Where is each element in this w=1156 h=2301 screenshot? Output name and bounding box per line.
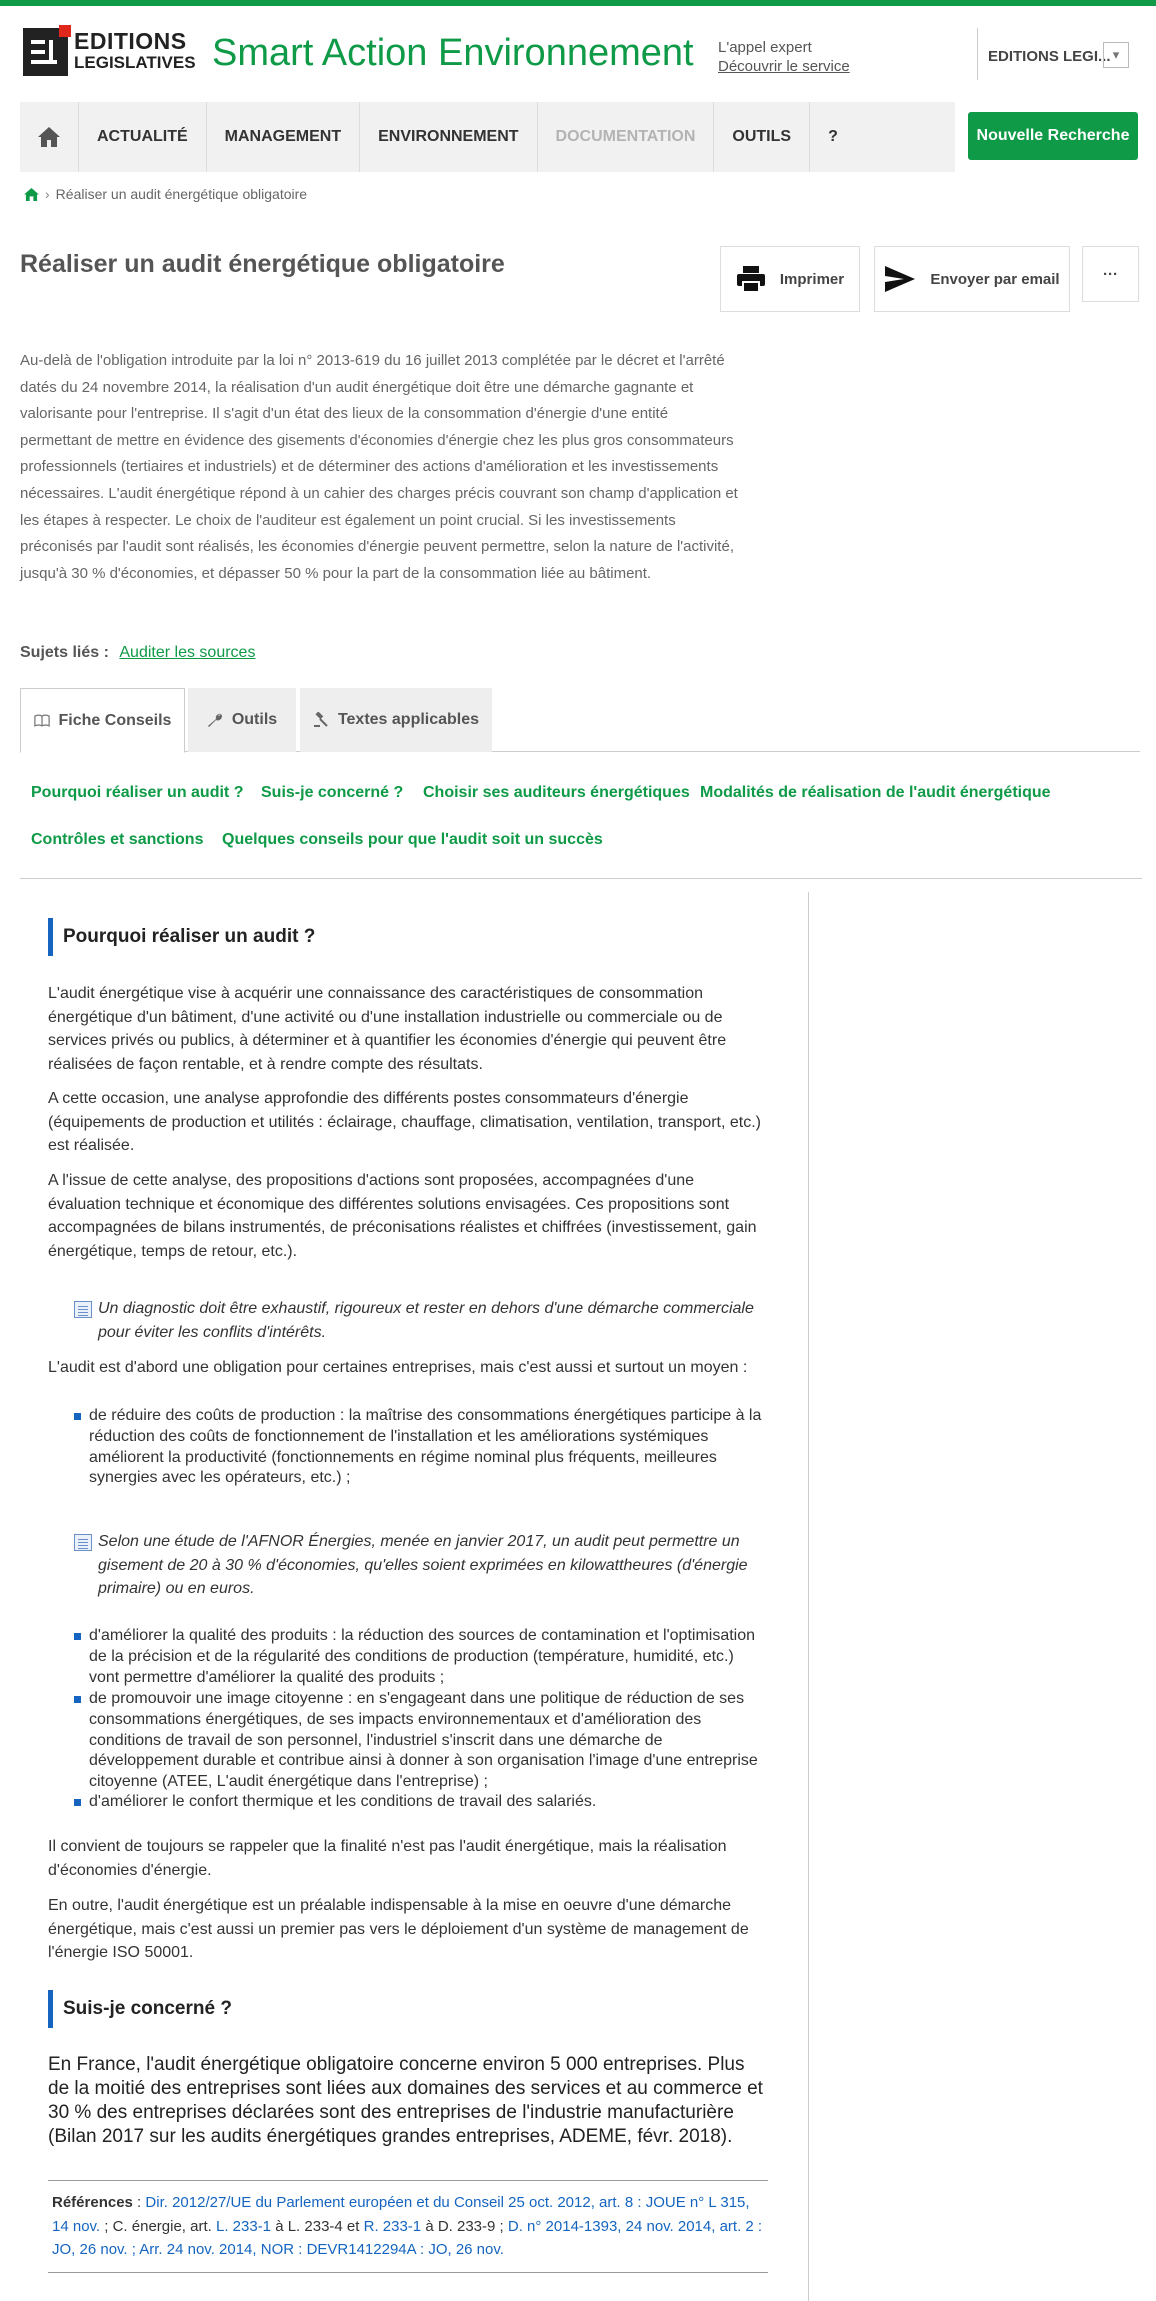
paragraph: En outre, l'audit énergétique est un préalable indispensable à la mise en oeuvre d'une démarche énergétique, mais c'est aussi un premier pas vers le déploiement d'un système de management de l'énergie ISO 50001. [48, 1897, 749, 1961]
anchor-modalites[interactable]: Modalités de réalisation de l'audit énergétique [700, 784, 1051, 801]
more-icon: ··· [1103, 265, 1118, 283]
page-title: Réaliser un audit énergétique obligatoire [20, 250, 505, 278]
printer-icon [736, 265, 766, 293]
info-note [74, 1297, 764, 1344]
anchor-concerne[interactable]: Suis-je concerné ? [261, 784, 404, 801]
nav-documentation[interactable]: DOCUMENTATION [537, 102, 714, 172]
reference-link[interactable]: D. n° 2014-1393, 24 nov. 2014, art. 2 : JO, 26 nov. ; Arr. 24 nov. 2014, NOR : DEVR1412294A : JO, 26 nov. [52, 2217, 763, 2258]
reference-link[interactable]: Dir. 2012/27/UE du Parlement européen et du Conseil 25 oct. 2012, art. 8 : JOUE n° L 315, 14 nov. [52, 2194, 750, 2235]
intro-paragraph: Au-delà de l'obligation introduite par la loi n° 2013-619 du 16 juillet 2013 complétée par le décret et l'arrêté datés du 24 novembre 2014, la réalisation d'un audit énergétique doit être une démarche gagnante et valorisante pour l'entreprise. Il s'agit d'un état des lieux de la consommation d'énergie d'une entité permettant de mettre en évidence des gisements d'économies d'énergie chez les plus gros consommateurs professionnels (tertiaires et industriels) et de déterminer des actions d'amélioration et les investissements nécessaires. L'audit énergétique répond à un cahier des charges précis couvrant son champ d'application et les étapes à respecter. Le choix de l'auditeur est également un point crucial. Si les investissements préconisés par l'audit sont réalisés, les économies d'énergie peuvent permettre, selon la nature de l'activité, jusqu'à 30 % d'économies, et dépasser 50 % pour la part de la consommation liée au bâtiment. [20, 352, 738, 582]
site-title[interactable]: Smart Action Environnement [212, 32, 694, 74]
chevron-down-icon[interactable]: ▾ [1103, 42, 1129, 68]
list-item: de réduire des coûts de production : la maîtrise des consommations énergétiques participe à la réduction des coûts de fonctionnement de l'installation et les améliorations systémiques améliorent la productivité (fonctionnements en régime nominal plus fréquents, meilleures synergies avec les opérateurs, etc.) ; [74, 1406, 764, 1489]
email-label: Envoyer par email [930, 270, 1060, 288]
send-icon [884, 265, 916, 293]
reference-link[interactable]: R. 233-1 [363, 2217, 422, 2235]
home-icon [37, 126, 61, 148]
main-nav [20, 102, 955, 172]
paragraph: Il convient de toujours se rappeler que la finalité n'est pas l'audit énergétique, mais la réalisation d'économies d'énergie. [48, 1838, 727, 1879]
lead-paragraph: En France, l'audit énergétique obligatoire concerne environ 5 000 entreprises. Plus de la moitié des entreprises sont liées aux domaines des services et au commerce et 30 % des entreprises déclarées sont des entreprises de l'industrie manufacturière (Bilan 2017 sur les audits énergétiques grandes entreprises, ADEME, févr. 2018). [48, 2054, 763, 2147]
note-icon [74, 1534, 92, 1551]
list-item: d'améliorer le confort thermique et les conditions de travail des salariés. [74, 1792, 764, 1813]
editions-legislatives-logo[interactable] [23, 28, 196, 76]
chevron-right-icon: › [45, 186, 50, 202]
tab-outils-label: Outils [231, 711, 278, 728]
section-heading-pourquoi: Pourquoi réaliser un audit ? [48, 918, 315, 956]
nav-help[interactable]: ? [809, 102, 856, 172]
expert-call-block [718, 38, 850, 76]
info-note [74, 1530, 764, 1601]
book-icon [34, 714, 50, 727]
note-text: Un diagnostic doit être exhaustif, rigoureux et rester en dehors d'une démarche commerciale pour éviter les conflits d'intérêts. [98, 1300, 754, 1341]
gavel-icon [313, 712, 329, 728]
email-button[interactable] [874, 246, 1070, 312]
tab-fiche-conseils-label: Fiche Conseils [58, 711, 172, 729]
reference-text: à D. 233-9 ; [421, 2217, 508, 2235]
reference-link[interactable]: L. 233-1 [215, 2217, 272, 2235]
print-button[interactable] [720, 246, 860, 312]
nav-outils[interactable]: OUTILS [713, 102, 809, 172]
account-name[interactable]: EDITIONS LEGI... [988, 48, 1111, 65]
header-divider [977, 28, 978, 80]
logo-mark [23, 28, 68, 76]
print-label: Imprimer [779, 270, 845, 288]
tab-textes-label: Textes applicables [337, 711, 480, 728]
list-item: d'améliorer la qualité des produits : la réduction des sources de contamination et l'optimisation de la précision et de la régularité des conditions de production (température, humidité, etc.) vont permettre d'améliorer la qualité des produits ; [74, 1626, 764, 1688]
paragraph: A l'issue de cette analyse, des propositions d'actions sont proposées, accompagnées d'une évaluation technique et économique des différentes solutions envisagées. Ces propositions sont accompagnées de bilans instrumentés, de préconisations réalistes et chiffrées (investissement, gain énergétique, temps de retour, etc.). [48, 1172, 757, 1260]
reference-text: ; C. énergie, art. [100, 2217, 216, 2235]
paragraph: L'audit est d'abord une obligation pour certaines entreprises, mais c'est aussi et surtout un moyen : [48, 1359, 748, 1376]
new-search-button[interactable]: Nouvelle Recherche [968, 112, 1138, 160]
more-actions-button[interactable] [1082, 246, 1139, 302]
section-heading-concerne: Suis-je concerné ? [48, 1990, 232, 2028]
anchor-conseils[interactable]: Quelques conseils pour que l'audit soit un succès [222, 831, 603, 848]
related-subject-link[interactable]: Auditer les sources [119, 644, 256, 661]
logo-line-2: LEGISLATIVES [74, 53, 196, 72]
note-icon [74, 1301, 92, 1318]
tab-fiche-conseils[interactable] [20, 688, 185, 753]
breadcrumb [24, 186, 307, 202]
references-block: Références : Dir. 2012/27/UE du Parlement européen et du Conseil 25 oct. 2012, art. 8 : JOUE n° L 315, 14 nov. ; C. énergie, art. L. 233-1 à L. 233-4 et R. 233-1 à D. 233-9 ; D. n° 2014-1393, 24 nov. 2014, art. 2 : JO, 26 nov. ; Arr. 24 nov. 2014, NOR : DEVR1412294A : JO, 26 nov. [48, 2180, 768, 2273]
anchor-auditeurs[interactable]: Choisir ses auditeurs énergétiques [423, 784, 690, 801]
nav-home[interactable] [20, 102, 78, 172]
anchor-controles[interactable]: Contrôles et sanctions [31, 831, 204, 848]
tab-outils[interactable] [188, 688, 296, 752]
nav-environnement[interactable]: ENVIRONNEMENT [359, 102, 536, 172]
discover-service-link[interactable]: Découvrir le service [718, 58, 850, 75]
nav-management[interactable]: MANAGEMENT [206, 102, 359, 172]
paragraph: L'audit énergétique vise à acquérir une connaissance des caractéristiques de consommation énergétique d'un bâtiment, d'une activité ou d'une installation industrielle ou commerciale ou de services privés ou publics, à déterminer et à quantifier les économies d'énergie qui peuvent être réalisées de façon rentable, et à rendre compte des résultats. [48, 985, 727, 1073]
nav-actualite[interactable]: ACTUALITÉ [78, 102, 206, 172]
home-icon[interactable] [24, 188, 39, 201]
tab-textes-applicables[interactable] [300, 688, 492, 752]
list-item: de promouvoir une image citoyenne : en s'engageant dans une politique de réduction de ses consommations énergétiques, de ses impacts environnementaux et d'amélioration des conditions de travail de son personnel, l'industriel s'inscrit dans une démarche de développement durable et contribue ainsi à donner à son organisation l'image d'une entreprise citoyenne (ATEE, L'audit énergétique dans l'entreprise) ; [74, 1689, 764, 1793]
anchor-pourquoi[interactable]: Pourquoi réaliser un audit ? [31, 784, 244, 801]
content-sidebar-divider [808, 892, 809, 2301]
related-subjects-label: Sujets liés : [20, 644, 109, 661]
paragraph: A cette occasion, une analyse approfondie des différents postes consommateurs d'énergie (équipements de production et utilités : éclairage, chauffage, climatisation, ventilation, transport, etc.) est réalisée. [48, 1090, 761, 1154]
related-subjects [20, 644, 255, 662]
anchors-divider [20, 878, 1142, 879]
breadcrumb-current: Réaliser un audit énergétique obligatoire [55, 186, 308, 202]
references-label: Références [52, 2194, 133, 2211]
logo-line-1: EDITIONS [74, 28, 187, 54]
top-accent-bar [0, 0, 1156, 6]
wrench-icon [207, 712, 223, 728]
note-text: Selon une étude de l'AFNOR Énergies, menée en janvier 2017, un audit peut permettre un gisement de 20 à 30 % d'économies, qu'elles soient exprimées en kilowattheures (d'énergie primaire) ou en euros. [98, 1533, 748, 1597]
reference-text: à L. 233-4 et [271, 2217, 364, 2235]
expert-label: L'appel expert [718, 39, 812, 56]
